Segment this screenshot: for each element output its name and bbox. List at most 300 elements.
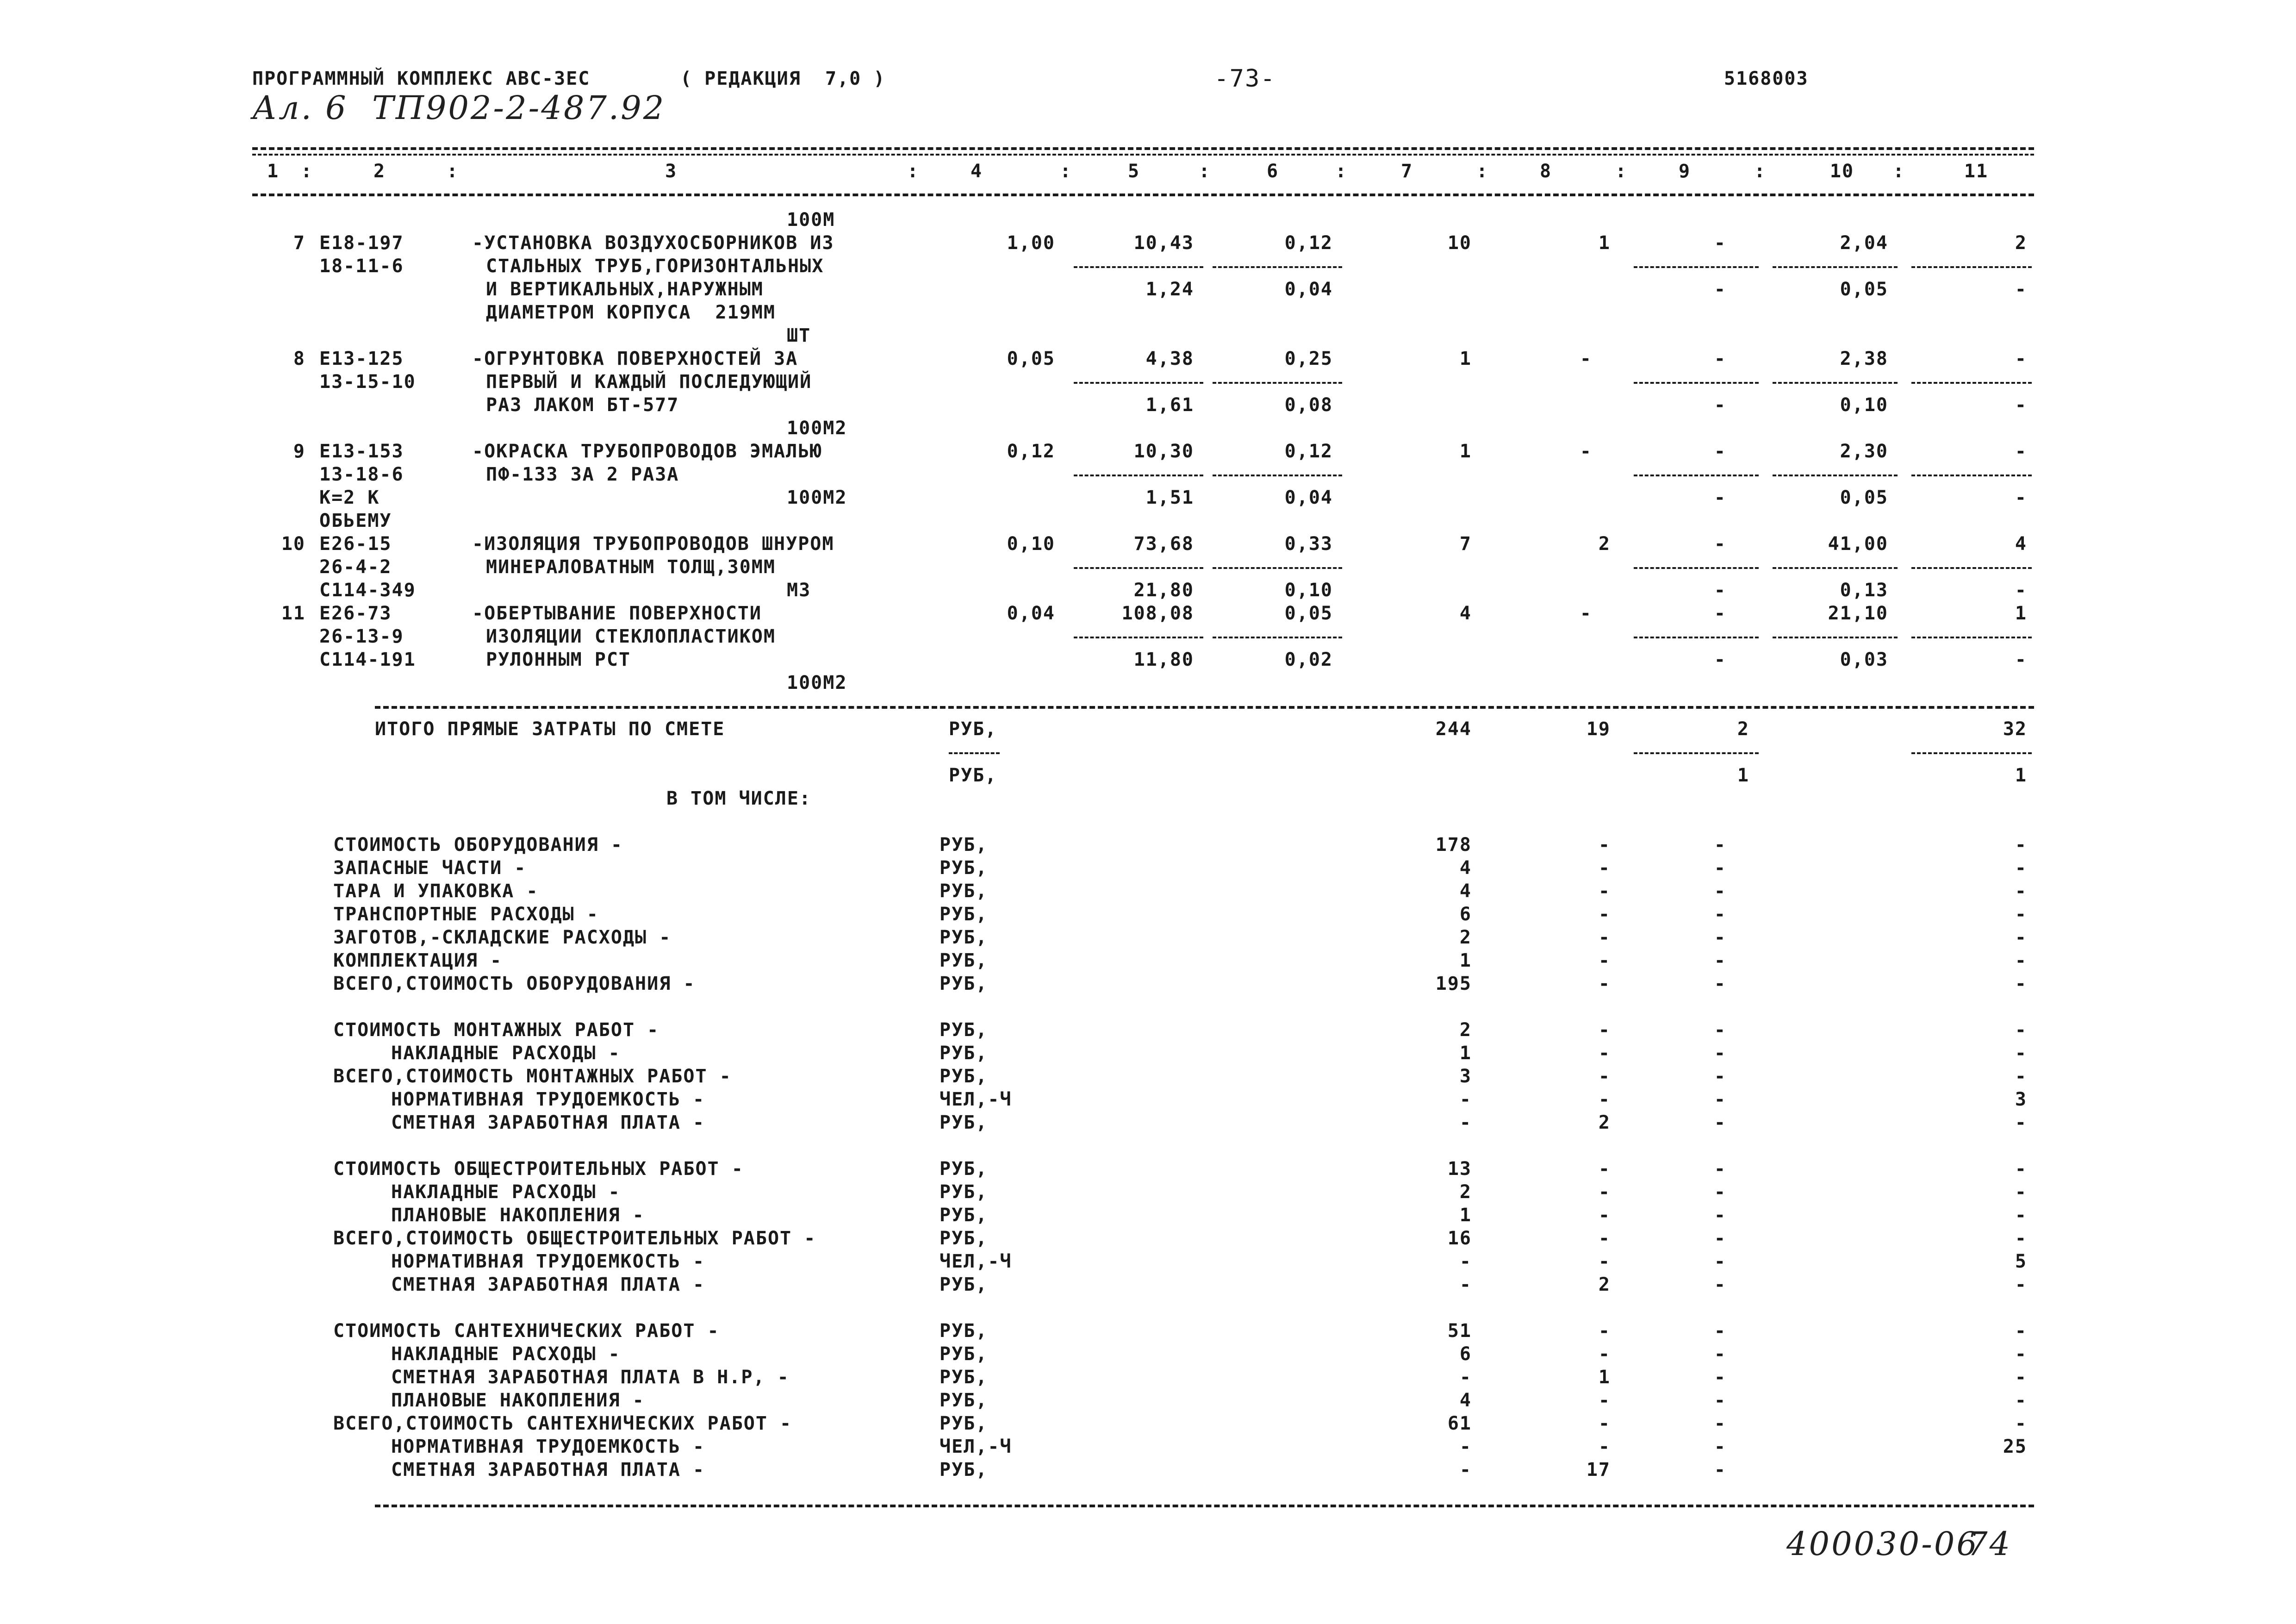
cell-col8: 17	[1586, 1459, 1611, 1480]
cell-col7: 10	[1447, 232, 1472, 254]
cell-col6-wage: 0,10	[1284, 580, 1333, 601]
column-separator: :	[1199, 161, 1211, 182]
cell-col11-wage: -	[2015, 487, 2027, 508]
cell-col11: -	[2015, 857, 2027, 879]
fraction-rule	[1074, 266, 1203, 268]
cell-col7: 1	[1459, 441, 1472, 462]
cell-col11: -	[2015, 441, 2027, 462]
cell-col8: -	[1598, 927, 1611, 948]
program-title: ПРОГРАММНЫЙ КОМПЛЕКС АВС-3ЕС	[252, 68, 591, 89]
work-description: -УСТАНОВКА ВОЗДУХОСБОРНИКОВ ИЗ	[472, 232, 834, 254]
summary-label: ВСЕГО,СТОИМОСТЬ ОБОРУДОВАНИЯ -	[333, 973, 696, 994]
price-code: С114-349	[319, 580, 416, 601]
handwritten-sheet-number: 400030-06	[1786, 1525, 1979, 1563]
cell-col11: -	[2015, 1112, 2027, 1133]
work-description: РУЛОННЫМ РСТ	[486, 649, 631, 670]
cell-col8: 2	[1598, 1274, 1611, 1295]
cell-col7: -	[1459, 1367, 1472, 1388]
cell-col11: -	[2015, 1320, 2027, 1342]
cell-col9: 2	[1737, 718, 1749, 740]
cell-col6: 0,25	[1284, 348, 1333, 369]
rate-code: Е26-73	[319, 603, 392, 624]
header-rule-top-2	[252, 154, 2034, 156]
currency-unit: РУБ,	[940, 1274, 988, 1295]
fraction-rule	[1074, 382, 1203, 384]
summary-label: НАКЛАДНЫЕ РАСХОДЫ -	[391, 1043, 621, 1064]
cell-col7: 6	[1459, 1343, 1472, 1365]
fraction-rule	[1773, 382, 1898, 384]
cell-col8: 2	[1598, 1112, 1611, 1133]
cell-col7: -	[1459, 1251, 1472, 1272]
cell-col9: -	[1714, 1436, 1726, 1457]
summary-label: СТОИМОСТЬ ОБЩЕСТРОИТЕЛЬНЫХ РАБОТ -	[333, 1158, 744, 1180]
rate-code: Е13-125	[319, 348, 404, 369]
currency-unit: ЧЕЛ,-Ч	[940, 1436, 1012, 1457]
fraction-rule	[1911, 567, 2032, 569]
cell-col9: -	[1714, 1112, 1726, 1133]
coefficient-note: К=2 К	[319, 487, 380, 508]
cell-col9: -	[1714, 1019, 1726, 1041]
work-description: -ОКРАСКА ТРУБОПРОВОДОВ ЭМАЛЬЮ	[472, 441, 822, 462]
rate-code-secondary: 13-15-10	[319, 371, 416, 393]
cell-col9-wage: -	[1714, 279, 1726, 300]
cell-col9-wage: 1	[1737, 765, 1749, 786]
cell-col8: 1	[1598, 232, 1611, 254]
total-label: ИТОГО ПРЯМЫЕ ЗАТРАТЫ ПО СМЕТЕ	[375, 718, 725, 740]
cell-col11: -	[2015, 1181, 2027, 1203]
unit-label: М3	[787, 580, 811, 601]
unit-label: 100М2	[787, 418, 847, 439]
column-header: 6	[1266, 161, 1279, 182]
fraction-rule	[1074, 475, 1203, 476]
summary-label: СМЕТНАЯ ЗАРАБОТНАЯ ПЛАТА -	[391, 1112, 705, 1133]
work-description: РАЗ ЛАКОМ БТ-577	[486, 394, 679, 416]
summary-label: ЗАГОТОВ,-СКЛАДСКИЕ РАСХОДЫ -	[333, 927, 672, 948]
quantity: 0,10	[1007, 533, 1055, 555]
cell-col7: 4	[1459, 603, 1472, 624]
cell-col6-wage: 0,04	[1284, 279, 1333, 300]
cell-col5: 4,38	[1145, 348, 1194, 369]
fraction-rule	[1911, 637, 2032, 638]
cell-col7: 61	[1447, 1413, 1472, 1434]
cell-col6-wage: 0,04	[1284, 487, 1333, 508]
cell-col11: 25	[2003, 1436, 2027, 1457]
summary-label: СМЕТНАЯ ЗАРАБОТНАЯ ПЛАТА В Н.Р, -	[391, 1367, 790, 1388]
cell-col10: 21,10	[1828, 603, 1888, 624]
cell-col7: 4	[1459, 1390, 1472, 1411]
cell-col8: -	[1598, 1019, 1611, 1041]
fraction-rule	[1911, 752, 2032, 754]
summary-label: ПЛАНОВЫЕ НАКОПЛЕНИЯ -	[391, 1205, 645, 1226]
fraction-rule	[1634, 266, 1759, 268]
cell-col9: -	[1714, 1459, 1726, 1480]
cell-col9-wage: -	[1714, 487, 1726, 508]
cell-col11-wage: -	[2015, 394, 2027, 416]
price-code: С114-191	[319, 649, 416, 670]
cell-col7: 195	[1435, 973, 1472, 994]
document-code: 5168003	[1724, 68, 1809, 89]
cell-col8: -	[1598, 950, 1611, 971]
fraction-rule	[1773, 475, 1898, 476]
currency-unit: РУБ,	[940, 1228, 988, 1249]
fraction-rule	[1213, 475, 1342, 476]
cell-col9: -	[1714, 1343, 1726, 1365]
cell-col11-wage: -	[2015, 279, 2027, 300]
rate-code-secondary: 26-4-2	[319, 556, 392, 578]
column-header: 10	[1829, 161, 1854, 182]
fraction-rule	[1911, 475, 2032, 476]
cell-col8: -	[1598, 1066, 1611, 1087]
header-rule-top	[252, 147, 2034, 150]
coefficient-note: ОБЬЕМУ	[319, 510, 392, 531]
work-description: -ОГРУНТОВКА ПОВЕРХНОСТЕЙ ЗА	[472, 348, 798, 369]
cell-col6: 0,12	[1284, 441, 1333, 462]
currency-unit: РУБ,	[940, 950, 988, 971]
cell-col6-wage: 0,02	[1284, 649, 1333, 670]
cell-col7: 4	[1459, 881, 1472, 902]
rate-code-secondary: 18-11-6	[319, 256, 404, 277]
cell-col8: -	[1598, 1343, 1611, 1365]
currency-unit: РУБ,	[940, 1459, 988, 1480]
fraction-rule	[1213, 567, 1342, 569]
fraction-rule	[1634, 475, 1759, 476]
currency-unit: РУБ,	[940, 1019, 988, 1041]
cell-col9: -	[1714, 1158, 1726, 1180]
cell-col7: 2	[1459, 1019, 1472, 1041]
cell-col5-wage: 1,24	[1145, 279, 1194, 300]
currency-unit: РУБ,	[949, 718, 997, 740]
including-heading: В ТОМ ЧИСЛЕ:	[666, 788, 811, 809]
summary-label: ВСЕГО,СТОИМОСТЬ ОБЩЕСТРОИТЕЛЬНЫХ РАБОТ -	[333, 1228, 816, 1249]
cell-col9: -	[1714, 1043, 1726, 1064]
summary-label: ТРАНСПОРТНЫЕ РАСХОДЫ -	[333, 904, 599, 925]
column-separator: :	[301, 161, 313, 182]
summary-label: ЗАПАСНЫЕ ЧАСТИ -	[333, 857, 527, 879]
fraction-rule	[1634, 637, 1759, 638]
cell-col9: -	[1714, 603, 1726, 624]
summary-label: ТАРА И УПАКОВКА -	[333, 881, 539, 902]
summary-label: КОМПЛЕКТАЦИЯ -	[333, 950, 503, 971]
cell-col7: 3	[1459, 1066, 1472, 1087]
column-header: 11	[1964, 161, 1989, 182]
cell-col11: -	[2015, 1043, 2027, 1064]
work-description: И ВЕРТИКАЛЬНЫХ,НАРУЖНЫМ	[486, 279, 764, 300]
cell-col10: 2,38	[1840, 348, 1888, 369]
cell-col9: -	[1714, 927, 1726, 948]
total-rule	[375, 706, 2034, 709]
fraction-rule	[1213, 637, 1342, 638]
currency-unit: РУБ,	[940, 927, 988, 948]
work-description: МИНЕРАЛОВАТНЫМ ТОЛЩ,30ММ	[486, 556, 776, 578]
fraction-rule	[1074, 637, 1203, 638]
column-header: 1	[267, 161, 280, 182]
cell-col11: 5	[2015, 1251, 2027, 1272]
currency-unit: РУБ,	[940, 1205, 988, 1226]
cell-col7: 51	[1447, 1320, 1472, 1342]
summary-label: НАКЛАДНЫЕ РАСХОДЫ -	[391, 1343, 621, 1365]
cell-col8: -	[1598, 1089, 1611, 1110]
fraction-rule	[949, 752, 1000, 754]
cell-col8: -	[1598, 1413, 1611, 1434]
cell-col9: -	[1714, 1320, 1726, 1342]
column-header: 9	[1678, 161, 1691, 182]
cell-col7: -	[1459, 1436, 1472, 1457]
cell-col11: -	[2015, 1228, 2027, 1249]
cell-col7: 4	[1459, 857, 1472, 879]
rate-code-secondary: 26-13-9	[319, 626, 404, 647]
cell-col5-wage: 1,51	[1145, 487, 1194, 508]
cell-col9: -	[1714, 1413, 1726, 1434]
cell-col7: 1	[1459, 950, 1472, 971]
work-description: -ИЗОЛЯЦИЯ ТРУБОПРОВОДОВ ШНУРОМ	[472, 533, 834, 555]
currency-unit: ЧЕЛ,-Ч	[940, 1251, 1012, 1272]
summary-label: НОРМАТИВНАЯ ТРУДОЕМКОСТЬ -	[391, 1436, 705, 1457]
cell-col8: -	[1580, 603, 1592, 624]
column-header: 3	[665, 161, 678, 182]
cell-col8: -	[1598, 1390, 1611, 1411]
cell-col5: 10,43	[1133, 232, 1194, 254]
cell-col11: 32	[2003, 718, 2027, 740]
cell-col7: 2	[1459, 927, 1472, 948]
unit-label: 100М2	[787, 672, 847, 693]
column-separator: :	[1615, 161, 1628, 182]
cell-col11: -	[2015, 1343, 2027, 1365]
currency-unit: РУБ,	[940, 857, 988, 879]
cell-col11: -	[2015, 1390, 2027, 1411]
summary-label: СМЕТНАЯ ЗАРАБОТНАЯ ПЛАТА -	[391, 1274, 705, 1295]
cell-col11: -	[2015, 834, 2027, 856]
currency-unit: РУБ,	[940, 973, 988, 994]
cell-col5-wage: 11,80	[1133, 649, 1194, 670]
fraction-rule	[1911, 266, 2032, 268]
currency-unit: РУБ,	[940, 904, 988, 925]
column-header: 5	[1127, 161, 1140, 182]
cell-col11-wage: 1	[2015, 765, 2027, 786]
unit-label: ШТ	[787, 325, 811, 346]
cell-col8: -	[1598, 881, 1611, 902]
currency-unit: РУБ,	[940, 1043, 988, 1064]
currency-unit: РУБ,	[940, 1181, 988, 1203]
cell-col9: -	[1714, 348, 1726, 369]
item-number: 11	[281, 603, 305, 624]
currency-unit: РУБ,	[940, 1390, 988, 1411]
cell-col11: -	[2015, 1019, 2027, 1041]
item-number: 7	[293, 232, 305, 254]
work-description: СТАЛЬНЫХ ТРУБ,ГОРИЗОНТАЛЬНЫХ	[486, 256, 824, 277]
cell-col11: -	[2015, 904, 2027, 925]
column-separator: :	[907, 161, 920, 182]
fraction-rule	[1074, 567, 1203, 569]
cell-col8: -	[1598, 1436, 1611, 1457]
fraction-rule	[1634, 752, 1759, 754]
cell-col11: 2	[2015, 232, 2027, 254]
cell-col11: 3	[2015, 1089, 2027, 1110]
cell-col9: -	[1714, 973, 1726, 994]
cell-col5-wage: 1,61	[1145, 394, 1194, 416]
cell-col8: -	[1598, 834, 1611, 856]
cell-col9: -	[1714, 533, 1726, 555]
cell-col9-wage: -	[1714, 580, 1726, 601]
cell-col9: -	[1714, 1205, 1726, 1226]
cell-col7: 1	[1459, 1043, 1472, 1064]
cell-col10-wage: 0,13	[1840, 580, 1888, 601]
cell-col8: -	[1598, 1181, 1611, 1203]
rate-code: Е18-197	[319, 232, 404, 254]
cell-col6-wage: 0,08	[1284, 394, 1333, 416]
column-separator: :	[1335, 161, 1348, 182]
cell-col11: -	[2015, 348, 2027, 369]
summary-label: СТОИМОСТЬ МОНТАЖНЫХ РАБОТ -	[333, 1019, 660, 1041]
cell-col11: -	[2015, 1413, 2027, 1434]
currency-unit: РУБ,	[940, 1343, 988, 1365]
currency-unit: РУБ,	[940, 1066, 988, 1087]
cell-col9: -	[1714, 834, 1726, 856]
column-separator: :	[1476, 161, 1489, 182]
cell-col10-wage: 0,10	[1840, 394, 1888, 416]
cell-col11: -	[2015, 973, 2027, 994]
fraction-rule	[1911, 382, 2032, 384]
cell-col9-wage: -	[1714, 649, 1726, 670]
cell-col9: -	[1714, 1066, 1726, 1087]
cell-col9: -	[1714, 1228, 1726, 1249]
cell-col6: 0,05	[1284, 603, 1333, 624]
fraction-rule	[1213, 266, 1342, 268]
cell-col5: 73,68	[1133, 533, 1194, 555]
cell-col7: 13	[1447, 1158, 1472, 1180]
work-description: -ОБЕРТЫВАНИЕ ПОВЕРХНОСТИ	[472, 603, 762, 624]
edition-label: ( РЕДАКЦИЯ 7,0 )	[680, 68, 886, 89]
currency-unit: РУБ,	[940, 1158, 988, 1180]
cell-col9: -	[1714, 857, 1726, 879]
handwritten-project-reference: Ал. 6 ТП902-2-487.92	[252, 89, 666, 127]
work-description: ПФ-133 ЗА 2 РАЗА	[486, 464, 679, 485]
cell-col9: -	[1714, 1181, 1726, 1203]
cell-col7: 6	[1459, 904, 1472, 925]
cell-col11: -	[2015, 950, 2027, 971]
cell-col10: 2,30	[1840, 441, 1888, 462]
cell-col11: 1	[2015, 603, 2027, 624]
summary-label: СТОИМОСТЬ САНТЕХНИЧЕСКИХ РАБОТ -	[333, 1320, 720, 1342]
cell-col11: 4	[2015, 533, 2027, 555]
summary-label: СТОИМОСТЬ ОБОРУДОВАНИЯ -	[333, 834, 623, 856]
cell-col10: 41,00	[1828, 533, 1888, 555]
work-description: ДИАМЕТРОМ КОРПУСА 219ММ	[486, 302, 776, 323]
cell-col11: -	[2015, 1066, 2027, 1087]
currency-unit: РУБ,	[940, 1367, 988, 1388]
cell-col7: 244	[1435, 718, 1472, 740]
unit-label: 100М2	[787, 487, 847, 508]
cell-col5-wage: 21,80	[1133, 580, 1194, 601]
cell-col7: 16	[1447, 1228, 1472, 1249]
cell-col9: -	[1714, 1367, 1726, 1388]
cell-col9: -	[1714, 441, 1726, 462]
column-header: 8	[1539, 161, 1552, 182]
rate-code-secondary: 13-18-6	[319, 464, 404, 485]
cell-col8: -	[1598, 1251, 1611, 1272]
cell-col11: -	[2015, 1205, 2027, 1226]
currency-unit: РУБ,	[940, 881, 988, 902]
quantity: 0,05	[1007, 348, 1055, 369]
bottom-rule	[375, 1505, 2034, 1507]
summary-label: НОРМАТИВНАЯ ТРУДОЕМКОСТЬ -	[391, 1251, 705, 1272]
cell-col7: -	[1459, 1089, 1472, 1110]
cell-col11-wage: -	[2015, 580, 2027, 601]
cell-col8: -	[1598, 973, 1611, 994]
summary-label: НАКЛАДНЫЕ РАСХОДЫ -	[391, 1181, 621, 1203]
column-separator: :	[1060, 161, 1072, 182]
currency-unit: ЧЕЛ,-Ч	[940, 1089, 1012, 1110]
cell-col9: -	[1714, 1274, 1726, 1295]
header-rule-bottom	[252, 194, 2034, 196]
item-number: 9	[293, 441, 305, 462]
summary-label: СМЕТНАЯ ЗАРАБОТНАЯ ПЛАТА -	[391, 1459, 705, 1480]
cell-col9: -	[1714, 881, 1726, 902]
column-header: 2	[373, 161, 386, 182]
cell-col8: -	[1580, 441, 1592, 462]
currency-unit: РУБ,	[940, 834, 988, 856]
currency-unit: РУБ,	[940, 1112, 988, 1133]
cell-col11: -	[2015, 1367, 2027, 1388]
quantity: 1,00	[1007, 232, 1055, 254]
quantity: 0,04	[1007, 603, 1055, 624]
fraction-rule	[1213, 382, 1342, 384]
cell-col8: -	[1598, 904, 1611, 925]
cell-col8: 19	[1586, 718, 1611, 740]
cell-col10: 2,04	[1840, 232, 1888, 254]
summary-label: ВСЕГО,СТОИМОСТЬ МОНТАЖНЫХ РАБОТ -	[333, 1066, 732, 1087]
currency-unit: РУБ,	[949, 765, 997, 786]
work-description: ПЕРВЫЙ И КАЖДЫЙ ПОСЛЕДУЮЩИЙ	[486, 371, 812, 393]
column-separator: :	[447, 161, 459, 182]
cell-col7: -	[1459, 1112, 1472, 1133]
cell-col11-wage: -	[2015, 649, 2027, 670]
cell-col8: -	[1598, 1043, 1611, 1064]
cell-col7: 178	[1435, 834, 1472, 856]
work-description: ИЗОЛЯЦИИ СТЕКЛОПЛАСТИКОМ	[486, 626, 776, 647]
cell-col9: -	[1714, 1251, 1726, 1272]
handwritten-page-number: 74	[1967, 1525, 2012, 1563]
cell-col11: -	[2015, 1158, 2027, 1180]
cell-col8: -	[1598, 857, 1611, 879]
cell-col8: -	[1598, 1320, 1611, 1342]
cell-col8: -	[1598, 1158, 1611, 1180]
cell-col9: -	[1714, 904, 1726, 925]
cell-col7: 2	[1459, 1181, 1472, 1203]
fraction-rule	[1773, 637, 1898, 638]
cell-col10-wage: 0,03	[1840, 649, 1888, 670]
summary-label: ПЛАНОВЫЕ НАКОПЛЕНИЯ -	[391, 1390, 645, 1411]
fraction-rule	[1634, 567, 1759, 569]
cell-col8: -	[1598, 1205, 1611, 1226]
fraction-rule	[1773, 266, 1898, 268]
rate-code: Е13-153	[319, 441, 404, 462]
cell-col10-wage: 0,05	[1840, 487, 1888, 508]
cell-col7: 1	[1459, 348, 1472, 369]
cell-col6: 0,33	[1284, 533, 1333, 555]
cell-col8: 2	[1598, 533, 1611, 555]
cell-col11: -	[2015, 881, 2027, 902]
cell-col7: -	[1459, 1459, 1472, 1480]
summary-label: НОРМАТИВНАЯ ТРУДОЕМКОСТЬ -	[391, 1089, 705, 1110]
cell-col7: 7	[1459, 533, 1472, 555]
cell-col5: 108,08	[1121, 603, 1194, 624]
cell-col8: -	[1598, 1228, 1611, 1249]
rate-code: Е26-15	[319, 533, 392, 555]
cell-col9-wage: -	[1714, 394, 1726, 416]
cell-col6: 0,12	[1284, 232, 1333, 254]
cell-col9: -	[1714, 232, 1726, 254]
cell-col7: -	[1459, 1274, 1472, 1295]
